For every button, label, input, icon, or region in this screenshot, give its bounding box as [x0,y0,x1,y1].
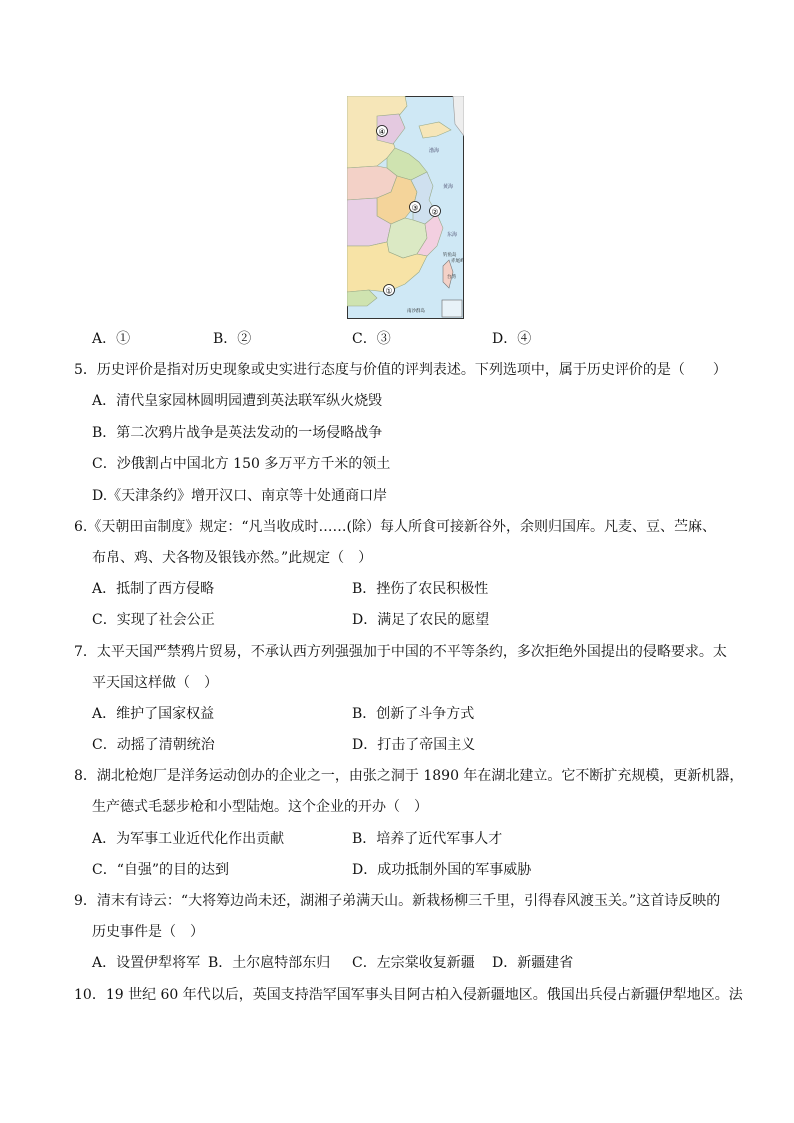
q6-option-b: B．挫伤了农民积极性 [352,581,489,597]
q4-option-d: D．④ [492,331,532,347]
label-sea-top: 渤海 [429,148,440,154]
q6-option-a: A．抵制了西方侵略 [92,581,215,597]
q7-option-b: B．创新了斗争方式 [352,706,475,722]
marker-4: ④ [378,127,386,137]
label-taiwan: 台湾 [447,275,456,280]
q5-stem: 5．历史评价是指对历史现象或史实进行态度与价值的评判表述。下列选项中，属于历史评价的是（ ） [74,362,727,378]
q5-option-a: A．清代皇家园林圆明园遭到英法联军纵火烧毁 [92,393,383,409]
marker-3: ③ [411,203,419,213]
q9-option-b: B．土尔扈特部东归 [208,955,331,971]
q4-option-c: C．③ [352,331,391,347]
q7-stem-line2: 平天国这样做（ ） [92,675,218,691]
map-figure [347,96,464,319]
label-nansha: 南沙群岛 [407,309,425,314]
q5-option-d: D.《天津条约》增开汉口、南京等十处通商口岸 [92,488,388,504]
q7-stem-line1: 7．太平天国严禁鸦片贸易，不承认西方列强强加于中国的不平等条约，多次拒绝外国提出的侵略要求。太 [74,644,727,660]
q9-option-c: C．左宗棠收复新疆 [352,955,475,971]
q8-stem-line2: 生产德式毛瑟步枪和小型陆炮。这个企业的开办（ ） [92,799,428,815]
q8-option-a: A．为军事工业近代化作出贡献 [92,831,285,847]
q6-option-d: D．满足了农民的愿望 [352,612,490,628]
q10-stem-line1: 10．19 世纪 60 年代以后，英国支持浩罕国军事头目阿古柏入侵新疆地区。俄国出兵侵占新疆伊犁地区。法 [74,987,743,1003]
q7-option-d: D．打击了帝国主义 [352,737,476,753]
q9-stem-line1: 9．清末有诗云：“大将筹边尚未还，湖湘子弟满天山。新栽杨柳三千里，引得春风渡玉关。”这首诗反映的 [74,893,721,909]
label-sea-east: 东海 [447,232,458,238]
china-east-map [347,96,464,319]
q5-option-b: B．第二次鸦片战争是英法发动的一场侵略战争 [92,425,383,441]
q6-stem-line2: 布帛、鸡、犬各物及银钱亦然。”此规定（ ） [92,550,373,566]
q4-option-b: B．② [213,331,252,347]
q8-option-c: C．“自强”的目的达到 [92,862,230,878]
q5-option-c: C．沙俄割占中国北方 150 多万平方千米的领土 [92,456,391,472]
marker-2: ② [431,207,439,217]
label-diaoyu: 钓鱼岛 [443,253,457,258]
q8-option-d: D．成功抵制外国的军事威胁 [352,862,532,878]
q4-option-a: A．① [92,331,131,347]
marker-1: ① [385,286,393,296]
q7-option-a: A．维护了国家权益 [92,706,215,722]
q9-option-a: A．设置伊犁将军 [92,955,201,971]
q8-option-b: B．培养了近代军事人才 [352,831,503,847]
q7-option-c: C．动摇了清朝统治 [92,737,215,753]
label-chiwei: 赤尾屿 [451,259,464,264]
q9-stem-line2: 历史事件是（ ） [92,924,204,940]
q6-option-c: C．实现了社会公正 [92,612,215,628]
label-sea-mid: 黄海 [443,184,454,190]
q8-stem-line1: 8．湖北枪炮厂是洋务运动创办的企业之一，由张之洞于 1890 年在湖北建立。它不断扩充规模，更新机器， [74,768,744,784]
q6-stem-line1: 6.《天朝田亩制度》规定：“凡当收成时……(除）每人所食可接新谷外，余则归国库。凡麦、豆、苎麻、 [74,519,716,535]
q9-option-d: D．新疆建省 [492,955,574,971]
